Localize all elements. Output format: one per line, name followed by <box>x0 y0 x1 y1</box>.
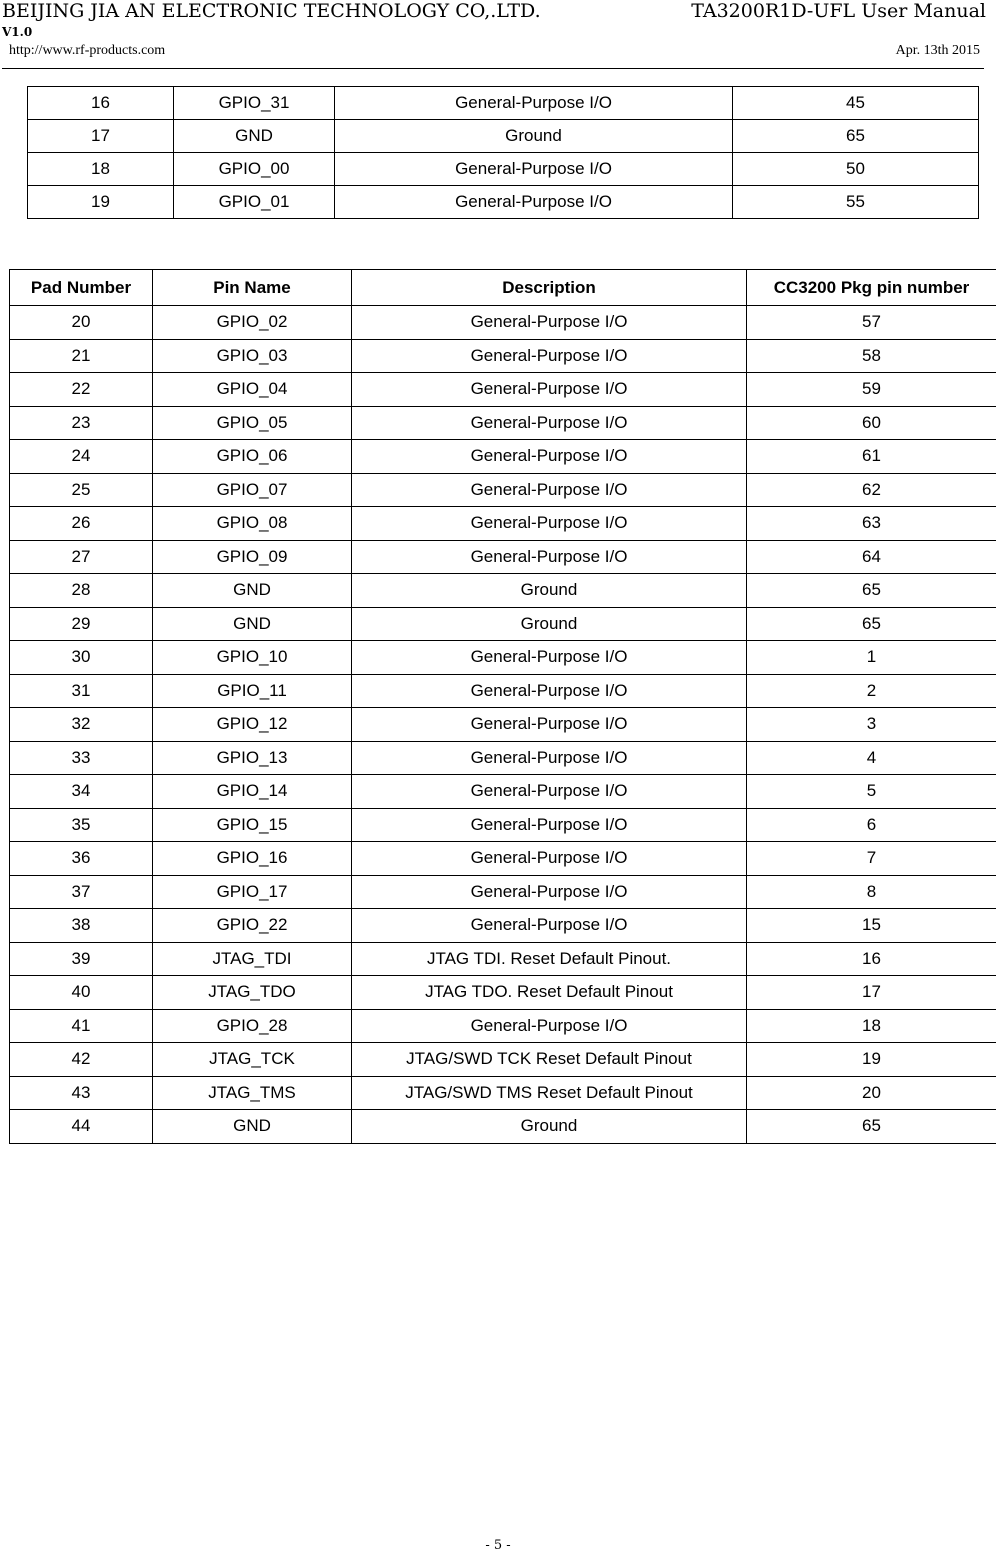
table-cell: 24 <box>10 440 153 474</box>
table-cell: 28 <box>10 574 153 608</box>
table-cell: 18 <box>747 1009 996 1043</box>
table-cell: JTAG TDI. Reset Default Pinout. <box>352 942 747 976</box>
table-cell: General-Purpose I/O <box>352 406 747 440</box>
document-date: Apr. 13th 2015 <box>895 43 980 58</box>
table-cell: JTAG/SWD TMS Reset Default Pinout <box>352 1076 747 1110</box>
table-cell: General-Purpose I/O <box>352 875 747 909</box>
table-cell: 3 <box>747 708 996 742</box>
table-row <box>10 507 996 541</box>
column-header: CC3200 Pkg pin number <box>747 270 996 306</box>
table-cell: GPIO_22 <box>153 909 352 943</box>
table-cell: 35 <box>10 808 153 842</box>
table-cell: GPIO_12 <box>153 708 352 742</box>
table-row <box>10 775 996 809</box>
table-cell: 18 <box>28 153 174 186</box>
table-row <box>10 741 996 775</box>
table-cell: General-Purpose I/O <box>352 540 747 574</box>
table-cell: General-Purpose I/O <box>335 87 733 120</box>
table-cell: GND <box>153 1110 352 1144</box>
table-row <box>10 373 996 407</box>
table-cell: 21 <box>10 339 153 373</box>
table-cell: General-Purpose I/O <box>352 775 747 809</box>
table-cell: General-Purpose I/O <box>352 909 747 943</box>
table-cell: JTAG_TDI <box>153 942 352 976</box>
table-cell: 65 <box>747 1110 996 1144</box>
table-cell: GND <box>174 120 335 153</box>
column-header: Description <box>352 270 747 306</box>
table-row <box>10 708 996 742</box>
table-cell: JTAG_TDO <box>153 976 352 1010</box>
table-cell: GPIO_03 <box>153 339 352 373</box>
table-cell: JTAG_TCK <box>153 1043 352 1077</box>
table-cell: 37 <box>10 875 153 909</box>
table-cell: 22 <box>10 373 153 407</box>
table-row <box>28 153 979 186</box>
table-cell: General-Purpose I/O <box>335 186 733 219</box>
table-cell: 19 <box>28 186 174 219</box>
column-header: Pin Name <box>153 270 352 306</box>
table-cell: General-Purpose I/O <box>352 373 747 407</box>
table-row <box>10 674 996 708</box>
table-cell: GPIO_06 <box>153 440 352 474</box>
table-cell: 50 <box>733 153 979 186</box>
table-cell: 30 <box>10 641 153 675</box>
table-cell: GPIO_17 <box>153 875 352 909</box>
table-cell: General-Purpose I/O <box>352 473 747 507</box>
table-cell: GPIO_08 <box>153 507 352 541</box>
table-cell: 43 <box>10 1076 153 1110</box>
table-row <box>10 842 996 876</box>
table-row <box>10 440 996 474</box>
table-cell: Ground <box>352 607 747 641</box>
table-cell: 55 <box>733 186 979 219</box>
table-cell: 16 <box>747 942 996 976</box>
table-cell: General-Purpose I/O <box>352 440 747 474</box>
table-row <box>10 808 996 842</box>
table-row <box>28 186 979 219</box>
table-cell: GPIO_13 <box>153 741 352 775</box>
table-cell: General-Purpose I/O <box>352 741 747 775</box>
table-cell: GPIO_14 <box>153 775 352 809</box>
table-cell: 15 <box>747 909 996 943</box>
table-cell: 17 <box>747 976 996 1010</box>
table-cell: 62 <box>747 473 996 507</box>
table-cell: 16 <box>28 87 174 120</box>
table-row <box>28 120 979 153</box>
table-cell: 36 <box>10 842 153 876</box>
table-cell: 38 <box>10 909 153 943</box>
table-cell: 65 <box>747 574 996 608</box>
table-cell: GPIO_10 <box>153 641 352 675</box>
table-cell: 59 <box>747 373 996 407</box>
table-cell: General-Purpose I/O <box>352 339 747 373</box>
table-cell: 20 <box>747 1076 996 1110</box>
table-cell: JTAG/SWD TCK Reset Default Pinout <box>352 1043 747 1077</box>
company-name: BEIJING JIA AN ELECTRONIC TECHNOLOGY CO,.LTD. <box>2 0 541 22</box>
table-row <box>10 909 996 943</box>
table-row <box>10 1110 996 1144</box>
table-cell: 57 <box>747 306 996 340</box>
table-cell: General-Purpose I/O <box>352 306 747 340</box>
table-cell: 19 <box>747 1043 996 1077</box>
table-cell: JTAG_TMS <box>153 1076 352 1110</box>
table-cell: General-Purpose I/O <box>352 808 747 842</box>
table-cell: 64 <box>747 540 996 574</box>
column-header: Pad Number <box>10 270 153 306</box>
table-row <box>10 875 996 909</box>
table-cell: GPIO_11 <box>153 674 352 708</box>
table-cell: 32 <box>10 708 153 742</box>
table-cell: 60 <box>747 406 996 440</box>
version-label: V1.0 <box>2 25 33 39</box>
table-cell: GPIO_02 <box>153 306 352 340</box>
table-cell: 65 <box>733 120 979 153</box>
table-cell: General-Purpose I/O <box>352 842 747 876</box>
table-cell: GPIO_01 <box>174 186 335 219</box>
table-cell: 40 <box>10 976 153 1010</box>
table-cell: 20 <box>10 306 153 340</box>
table-cell: Ground <box>352 1110 747 1144</box>
table-cell: 23 <box>10 406 153 440</box>
table-header-row <box>10 270 996 306</box>
table-row <box>10 641 996 675</box>
table-row <box>10 1009 996 1043</box>
page-number: - 5 - <box>485 1538 511 1553</box>
table-cell: Ground <box>335 120 733 153</box>
table-cell: 34 <box>10 775 153 809</box>
table-cell: GPIO_31 <box>174 87 335 120</box>
table-cell: 42 <box>10 1043 153 1077</box>
table-row <box>10 540 996 574</box>
table-row <box>10 942 996 976</box>
table-cell: General-Purpose I/O <box>352 1009 747 1043</box>
table-cell: GPIO_05 <box>153 406 352 440</box>
table-cell: GPIO_07 <box>153 473 352 507</box>
table-cell: 61 <box>747 440 996 474</box>
table-row <box>10 1076 996 1110</box>
table-cell: 45 <box>733 87 979 120</box>
header-divider <box>2 68 984 69</box>
table-cell: 1 <box>747 641 996 675</box>
table-cell: JTAG TDO. Reset Default Pinout <box>352 976 747 1010</box>
table-cell: GPIO_04 <box>153 373 352 407</box>
table-row <box>10 1043 996 1077</box>
table-cell: GPIO_15 <box>153 808 352 842</box>
table-row <box>10 976 996 1010</box>
table-cell: 33 <box>10 741 153 775</box>
table-cell: 17 <box>28 120 174 153</box>
table-cell: 27 <box>10 540 153 574</box>
table-cell: 63 <box>747 507 996 541</box>
table-row <box>10 339 996 373</box>
table-cell: 8 <box>747 875 996 909</box>
table-row <box>10 607 996 641</box>
table-row <box>10 574 996 608</box>
table-cell: General-Purpose I/O <box>352 507 747 541</box>
table-cell: 4 <box>747 741 996 775</box>
pin-table <box>9 269 996 1144</box>
table-cell: 2 <box>747 674 996 708</box>
table-cell: 58 <box>747 339 996 373</box>
table-row <box>10 406 996 440</box>
table-cell: 6 <box>747 808 996 842</box>
table-cell: 44 <box>10 1110 153 1144</box>
table-cell: GND <box>153 607 352 641</box>
table-cell: GPIO_28 <box>153 1009 352 1043</box>
table-row <box>28 87 979 120</box>
table-cell: 5 <box>747 775 996 809</box>
table-cell: General-Purpose I/O <box>352 708 747 742</box>
table-cell: General-Purpose I/O <box>352 674 747 708</box>
table-cell: 41 <box>10 1009 153 1043</box>
table-cell: General-Purpose I/O <box>335 153 733 186</box>
table-cell: 39 <box>10 942 153 976</box>
manual-title: TA3200R1D-UFL User Manual <box>691 0 986 22</box>
table-cell: 31 <box>10 674 153 708</box>
table-cell: GND <box>153 574 352 608</box>
table-cell: GPIO_16 <box>153 842 352 876</box>
table-row <box>10 473 996 507</box>
table-cell: 26 <box>10 507 153 541</box>
table-cell: 65 <box>747 607 996 641</box>
table-cell: 7 <box>747 842 996 876</box>
table-cell: GPIO_00 <box>174 153 335 186</box>
table-row <box>10 306 996 340</box>
table-cell: General-Purpose I/O <box>352 641 747 675</box>
table-cell: Ground <box>352 574 747 608</box>
table-cell: 25 <box>10 473 153 507</box>
pin-table-continued <box>27 86 979 219</box>
table-cell: 29 <box>10 607 153 641</box>
table-cell: GPIO_09 <box>153 540 352 574</box>
website-url: http://www.rf-products.com <box>9 43 166 58</box>
